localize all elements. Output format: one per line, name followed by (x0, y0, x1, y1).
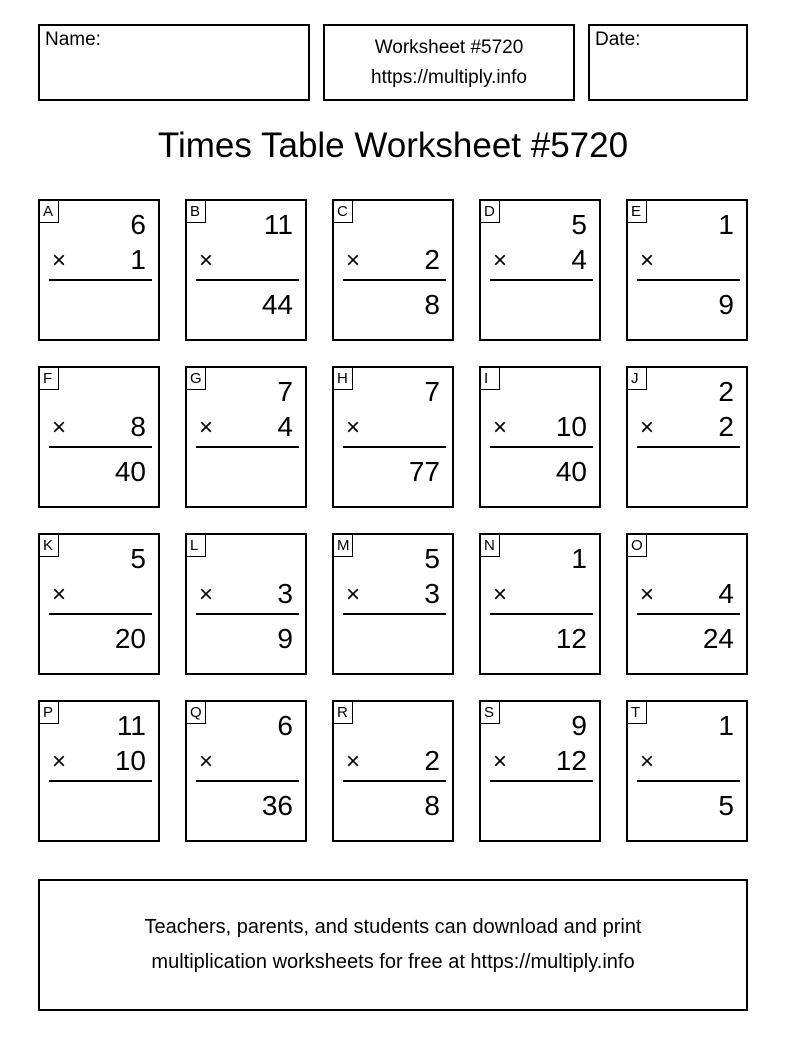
problem-letter: H (333, 367, 353, 390)
product: 12 (555, 623, 587, 654)
times-sign: × (640, 414, 655, 441)
date-label: Date: (595, 29, 641, 50)
multiplier: 2 (718, 411, 734, 442)
problem-card (38, 366, 160, 508)
problem-card (332, 700, 454, 842)
product: 44 (261, 289, 293, 320)
problem-letter: P (39, 701, 59, 724)
multiplicand: 7 (277, 376, 293, 407)
product: 36 (261, 790, 293, 821)
answer-rule (49, 446, 152, 448)
answer-rule (343, 279, 446, 281)
name-label: Name: (45, 29, 101, 50)
footer-box (38, 879, 748, 1011)
multiplicand: 1 (718, 710, 734, 741)
problem-card (626, 199, 748, 341)
problem-letter: F (39, 367, 59, 390)
times-sign: × (493, 748, 508, 775)
times-sign: × (640, 247, 655, 274)
times-sign: × (640, 748, 655, 775)
answer-rule (196, 780, 299, 782)
problem-letter: S (480, 701, 500, 724)
times-sign: × (199, 581, 214, 608)
problem-card (479, 199, 601, 341)
multiplier: 3 (277, 578, 293, 609)
footer-text-line-2: multiplication worksheets for free at https://multiply.info (151, 951, 635, 973)
multiplier: 1 (130, 244, 146, 275)
problem-card (479, 700, 601, 842)
multiplicand: 5 (130, 543, 146, 574)
problem-card (626, 700, 748, 842)
times-sign: × (493, 581, 508, 608)
multiplier: 2 (424, 745, 440, 776)
worksheet-number: Worksheet #5720 (374, 37, 524, 58)
multiplier: 4 (718, 578, 734, 609)
answer-rule (49, 780, 152, 782)
times-sign: × (199, 247, 214, 274)
problem-letter: A (39, 200, 59, 223)
problem-letter: B (186, 200, 206, 223)
product: 9 (718, 289, 734, 320)
problem-letter: G (186, 367, 206, 390)
problem-letter: I (480, 367, 500, 390)
product: 9 (277, 623, 293, 654)
times-sign: × (52, 247, 67, 274)
problem-card (38, 700, 160, 842)
product: 40 (114, 456, 146, 487)
times-sign: × (52, 581, 67, 608)
problem-card (626, 366, 748, 508)
product: 77 (408, 456, 440, 487)
product: 5 (718, 790, 734, 821)
product: 8 (424, 790, 440, 821)
multiplier: 3 (424, 578, 440, 609)
multiplicand: 6 (277, 710, 293, 741)
answer-rule (343, 613, 446, 615)
multiplicand: 2 (718, 376, 734, 407)
times-sign: × (346, 581, 361, 608)
answer-rule (490, 279, 593, 281)
problem-letter: J (627, 367, 647, 390)
times-sign: × (493, 414, 508, 441)
problem-card (38, 533, 160, 675)
multiplicand: 11 (116, 710, 146, 741)
problem-letter: D (480, 200, 500, 223)
times-sign: × (640, 581, 655, 608)
answer-rule (490, 446, 593, 448)
multiplier: 12 (555, 745, 587, 776)
problem-letter: R (333, 701, 353, 724)
times-sign: × (52, 748, 67, 775)
answer-rule (196, 613, 299, 615)
multiplier: 10 (555, 411, 587, 442)
times-sign: × (199, 414, 214, 441)
worksheet-url: https://multiply.info (371, 67, 527, 88)
problem-letter: O (627, 534, 647, 557)
multiplicand: 5 (424, 543, 440, 574)
multiplicand: 1 (571, 543, 587, 574)
problem-card (479, 366, 601, 508)
times-sign: × (346, 414, 361, 441)
multiplier: 10 (114, 745, 146, 776)
times-sign: × (346, 748, 361, 775)
multiplicand: 5 (571, 209, 587, 240)
multiplier: 2 (424, 244, 440, 275)
answer-rule (490, 780, 593, 782)
problem-card (185, 700, 307, 842)
product: 20 (114, 623, 146, 654)
product: 24 (702, 623, 734, 654)
multiplier: 4 (571, 244, 587, 275)
problem-card (332, 366, 454, 508)
problem-letter: M (333, 534, 353, 557)
problem-letter: T (627, 701, 647, 724)
problem-letter: C (333, 200, 353, 223)
problem-letter: Q (186, 701, 206, 724)
problem-letter: N (480, 534, 500, 557)
times-sign: × (52, 414, 67, 441)
multiplicand: 6 (130, 209, 146, 240)
problem-card (38, 199, 160, 341)
problem-card (626, 533, 748, 675)
answer-rule (637, 780, 740, 782)
problem-letter: L (186, 534, 206, 557)
times-sign: × (199, 748, 214, 775)
multiplier: 4 (277, 411, 293, 442)
problem-letter: E (627, 200, 647, 223)
product: 8 (424, 289, 440, 320)
answer-rule (637, 613, 740, 615)
answer-rule (196, 279, 299, 281)
answer-rule (49, 279, 152, 281)
problem-card (185, 199, 307, 341)
answer-rule (196, 446, 299, 448)
answer-rule (637, 446, 740, 448)
multiplicand: 11 (263, 209, 293, 240)
page-title: Times Table Worksheet #5720 (157, 126, 629, 165)
problem-card (185, 366, 307, 508)
answer-rule (490, 613, 593, 615)
answer-rule (343, 780, 446, 782)
multiplicand: 9 (571, 710, 587, 741)
multiplier: 8 (130, 411, 146, 442)
product: 40 (555, 456, 587, 487)
times-sign: × (346, 247, 361, 274)
times-sign: × (493, 247, 508, 274)
problem-card (332, 199, 454, 341)
multiplicand: 1 (718, 209, 734, 240)
problem-letter: K (39, 534, 59, 557)
multiplicand: 7 (424, 376, 440, 407)
answer-rule (637, 279, 740, 281)
answer-rule (49, 613, 152, 615)
problem-card (185, 533, 307, 675)
footer-text-line-1: Teachers, parents, and students can download and print (144, 916, 642, 938)
answer-rule (343, 446, 446, 448)
problem-card (479, 533, 601, 675)
problem-card (332, 533, 454, 675)
